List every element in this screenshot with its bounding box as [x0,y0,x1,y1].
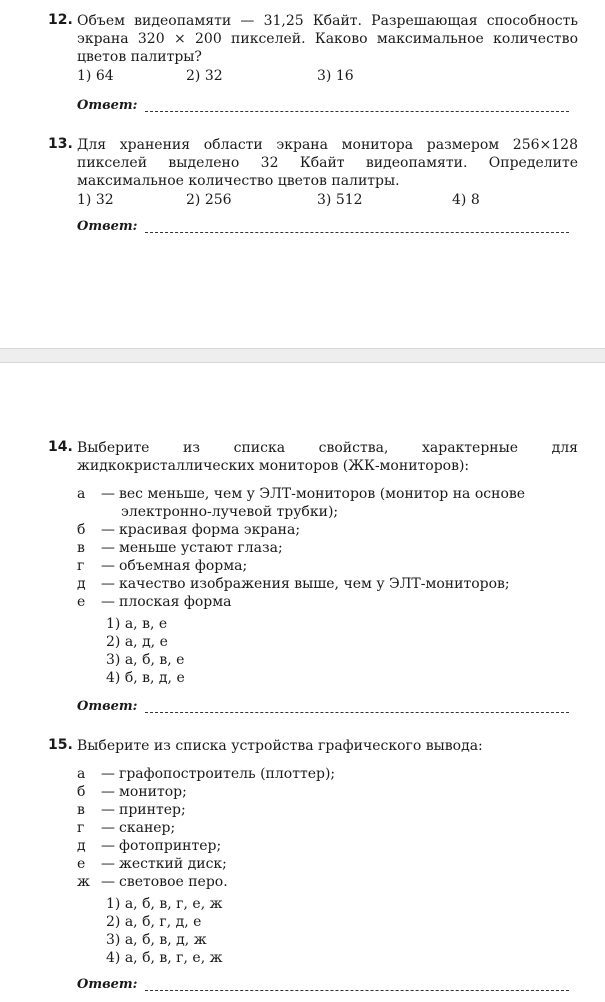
question-13 [48,136,578,210]
list-item: б — красивая форма экрана; [77,522,301,538]
question-number: 14. [48,439,73,455]
list-item: г — объемная форма; [77,558,248,574]
answer-field-15[interactable] [77,977,569,995]
answer-variants [106,895,578,967]
option[interactable]: 2) 256 [186,192,232,208]
list-item: ж — световое перо. [77,874,228,890]
answer-label: Ответ: [77,98,138,113]
property-list [77,485,578,611]
page-top [0,0,605,348]
list-item: е — плоская форма [77,594,232,610]
answer-line [145,712,569,713]
question-text: Выберите из списка свойства, характерные для жидкокристаллических мониторов (ЖК-мониторов): [77,440,578,474]
answer-label: Ответ: [77,977,138,992]
variant-option[interactable]: 2) а, б, г, д, е [106,914,202,930]
list-item: а — вес меньше, чем у ЭЛТ-мониторов (монитор на основе [77,486,526,502]
list-item: в — принтер; [77,802,186,818]
list-item: г — сканер; [77,820,176,836]
variant-option[interactable]: 2) а, д, е [106,634,168,650]
answer-variants [106,615,578,687]
answer-label: Ответ: [77,699,138,714]
variant-option[interactable]: 4) а, б, в, г, е, ж [106,950,223,966]
option[interactable]: 4) 8 [452,192,480,208]
answer-label: Ответ: [77,219,138,234]
list-item: б — монитор; [77,784,187,800]
answer-field-12[interactable] [77,98,569,116]
options-row [77,190,578,210]
option[interactable]: 1) 32 [77,192,114,208]
question-12 [48,12,578,86]
option[interactable]: 2) 32 [186,68,223,84]
list-item: а — графопостроитель (плоттер); [77,766,336,782]
variant-option[interactable]: 4) б, в, д, е [106,670,185,686]
list-item: е — жесткий диск; [77,856,227,872]
answer-line [145,232,569,233]
answer-line [145,111,569,112]
question-14 [48,439,578,687]
list-item: в — меньше устают глаза; [77,540,283,556]
option[interactable]: 1) 64 [77,68,114,84]
device-list [77,765,578,891]
option[interactable]: 3) 512 [317,192,363,208]
question-15 [48,737,578,967]
page-separator [0,348,605,363]
question-text: Объем видеопамяти — 31,25 Кбайт. Разрешающая способность экрана 320 × 200 пикселей. Каково максимальное количество цветов палитры? [77,13,578,65]
question-number: 12. [48,12,73,28]
question-text: Выберите из списка устройства графического вывода: [77,738,483,754]
list-item: д — качество изображения выше, чем у ЭЛТ-мониторов; [77,576,510,592]
options-row [77,66,578,86]
question-number: 15. [48,737,73,753]
variant-option[interactable]: 3) а, б, в, д, ж [106,932,207,948]
option[interactable]: 3) 16 [317,68,354,84]
page-bottom [0,363,605,1002]
list-item-continuation: электронно-лучевой трубки); [121,504,339,520]
question-text: Для хранения области экрана монитора размером 256×128 пикселей выделено 32 Кбайт видеопамяти. Определите максимальное количество цветов палитры. [77,137,578,189]
answer-line [145,990,569,991]
variant-option[interactable]: 3) а, б, в, е [106,652,185,668]
question-number: 13. [48,136,73,152]
answer-field-13[interactable] [77,219,569,237]
list-item: д — фотопринтер; [77,838,222,854]
answer-field-14[interactable] [77,699,569,717]
variant-option[interactable]: 1) а, в, е [106,616,168,632]
variant-option[interactable]: 1) а, б, в, г, е, ж [106,896,223,912]
